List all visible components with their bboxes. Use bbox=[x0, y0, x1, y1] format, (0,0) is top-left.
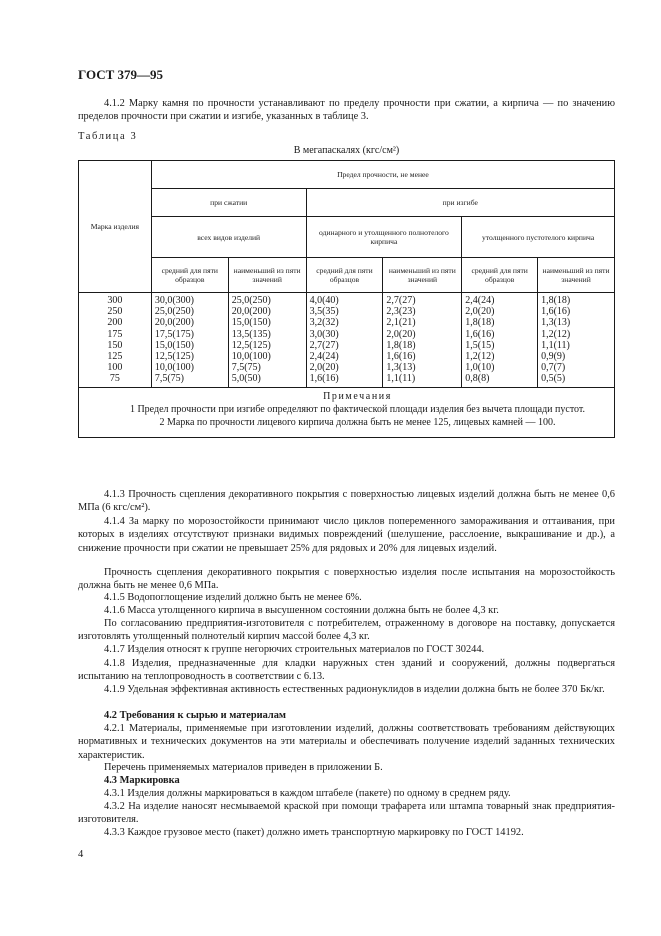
hollow-min-column bbox=[538, 293, 615, 388]
table-cell-value: 12,5(125) bbox=[231, 339, 271, 351]
table-cell-value: 4,0(40) bbox=[309, 295, 339, 306]
table-cell-value: 1,5(15) bbox=[465, 339, 495, 351]
header-strength-limit: Предел прочности, не менее bbox=[151, 161, 614, 189]
header-min: наименьший из пяти значений bbox=[538, 258, 615, 293]
table-cell-value: 2,7(27) bbox=[386, 295, 416, 306]
header-avg: средний для пяти образцов bbox=[462, 258, 538, 293]
paragraph-materials-list: Перечень применяемых материалов приведен в приложении Б. bbox=[104, 762, 383, 773]
table-cell-value: 25,0(250) bbox=[231, 295, 271, 306]
table-cell-value: 200 bbox=[107, 317, 123, 329]
strength-table bbox=[78, 160, 615, 438]
table-cell-value: 7,5(75) bbox=[154, 373, 184, 385]
table-notes bbox=[79, 387, 615, 437]
solid-min-column bbox=[383, 293, 462, 388]
table-cell-value: 12,5(125) bbox=[154, 351, 194, 363]
table-cell-value: 1,1(11) bbox=[386, 373, 416, 385]
table-cell-value: 3,5(35) bbox=[309, 306, 339, 318]
table-cell-value: 20,0(200) bbox=[231, 306, 271, 318]
table-cell-value: 2,3(23) bbox=[386, 306, 416, 318]
header-compression: при сжатии bbox=[151, 189, 306, 217]
paragraph-4-1-5: 4.1.5 Водопоглощение изделий должно быть не менее 6%. bbox=[104, 592, 362, 603]
table-cell-value: 2,7(27) bbox=[309, 339, 339, 351]
table-cell-value: 1,6(16) bbox=[541, 306, 571, 318]
table-cell-value: 100 bbox=[107, 362, 123, 374]
header-bending: при изгибе bbox=[306, 189, 614, 217]
header-avg: средний для пяти образцов bbox=[306, 258, 383, 293]
paragraph-4-1-3: 4.1.3 Прочность сцепления декоративного покрытия с поверхностью лицевых изделий должна быть не менее 0,6 МПа (6 кгс/см²). bbox=[78, 489, 615, 514]
comp-min-column bbox=[228, 293, 306, 388]
table-cell-value: 2,0(20) bbox=[309, 362, 339, 374]
heading-4-3: 4.3 Маркировка bbox=[104, 775, 180, 786]
table-cell-value: 250 bbox=[107, 306, 123, 318]
table-cell-value: 15,0(150) bbox=[154, 339, 194, 351]
table-cell-value: 0,5(5) bbox=[541, 373, 566, 385]
table-cell-value: 150 bbox=[107, 339, 123, 351]
header-avg: средний для пяти образцов bbox=[151, 258, 228, 293]
table-cell-value: 15,0(150) bbox=[231, 317, 271, 329]
table-cell-value: 13,5(135) bbox=[231, 328, 271, 340]
comp-avg-column bbox=[151, 293, 228, 388]
paragraph-strength-after-frost: Прочность сцепления декоративного покрытия с поверхностью изделия после испытания на морозостойкость должна быть не менее 0,6 МПа. bbox=[78, 567, 615, 592]
header-thick-hollow: утолщенного пустотелого кирпича bbox=[462, 217, 615, 258]
table-cell-value: 0,8(8) bbox=[465, 373, 490, 385]
table-cell-value: 1,6(16) bbox=[386, 351, 416, 363]
paragraph-4-1-8: 4.1.8 Изделия, предназначенные для кладки наружных стен зданий и сооружений, должны подвергаться испытанию на теплопроводность в соответствии с 6.13. bbox=[78, 658, 615, 683]
table-cell-value: 175 bbox=[107, 328, 123, 340]
table-cell-value: 1,0(10) bbox=[465, 362, 495, 374]
table-cell-value: 2,4(24) bbox=[309, 351, 339, 363]
table-cell-value: 125 bbox=[107, 351, 123, 363]
table-cell-value: 10,0(100) bbox=[231, 351, 271, 363]
table-cell-value: 2,1(21) bbox=[386, 317, 416, 329]
table-cell-value: 75 bbox=[109, 373, 120, 385]
paragraph-4-1-9: 4.1.9 Удельная эффективная активность естественных радионуклидов в изделии должна быть не более 370 Бк/кг. bbox=[104, 684, 605, 695]
header-all-types: всех видов изделий bbox=[151, 217, 306, 258]
paragraph-4-2-1: 4.2.1 Материалы, применяемые при изготовлении изделий, должны соответствовать требованиям действующих нормативных и технических документов на эти материалы и обеспечивать получение изделий заданных технических характеристик. bbox=[78, 723, 615, 761]
table-cell-value: 5,0(50) bbox=[231, 373, 261, 385]
table-units: В мегапаскалях (кгс/см²) bbox=[293, 145, 400, 156]
paragraph-4-3-2: 4.3.2 На изделие наносят несмываемой краской при помощи трафарета или штампа товарный знак предприятия-изготовителя. bbox=[78, 801, 615, 826]
paragraph-4-1-4: 4.1.4 За марку по морозостойкости принимают число циклов попеременного замораживания и оттаивания, при которых в изделиях отсутствуют признаки видимых повреждений (шелушение, расслоение, выкрашивание и др.), а снижение прочности при сжатии не превышает 25% для рядовых и 20% для лицевых изделий. bbox=[78, 516, 615, 554]
table-cell-value: 30,0(300) bbox=[154, 295, 194, 306]
table-caption: Таблица 3 bbox=[78, 131, 138, 142]
paragraph-agreement: По согласованию предприятия-изготовителя с потребителем, отраженному в договоре на поставку, допускается изготовлять утолщенный полнотелый кирпич массой более 4,3 кг. bbox=[78, 618, 615, 643]
table-cell-value: 1,8(18) bbox=[386, 339, 416, 351]
document-code: ГОСТ 379—95 bbox=[78, 67, 164, 82]
table-cell-value: 1,2(12) bbox=[465, 351, 495, 363]
table-cell-value: 300 bbox=[107, 295, 123, 306]
grade-column bbox=[79, 293, 152, 388]
table-cell-value: 0,9(9) bbox=[541, 351, 566, 363]
page-number: 4 bbox=[78, 849, 84, 860]
table-cell-value: 7,5(75) bbox=[231, 362, 261, 374]
paragraph-4-3-1: 4.3.1 Изделия должны маркироваться в каждом штабеле (пакете) по одному в среднем ряду. bbox=[104, 788, 511, 799]
table-cell-value: 0,7(7) bbox=[541, 362, 566, 374]
table-cell-value: 1,1(11) bbox=[541, 339, 570, 351]
header-ordinary-solid: одинарного и утолщенного полнотелого кирпича bbox=[306, 217, 462, 258]
notes-title: Примечания bbox=[323, 390, 392, 402]
heading-4-2: 4.2 Требования к сырью и материалам bbox=[104, 710, 287, 721]
table-cell-value: 1,3(13) bbox=[386, 362, 416, 374]
paragraph-4-3-3: 4.3.3 Каждое грузовое место (пакет) должно иметь транспортную маркировку по ГОСТ 14192. bbox=[104, 827, 524, 838]
table-cell-value: 10,0(100) bbox=[154, 362, 194, 374]
hollow-avg-column bbox=[462, 293, 538, 388]
table-cell-value: 2,0(20) bbox=[386, 328, 416, 340]
table-cell-value: 17,5(175) bbox=[154, 328, 194, 340]
header-grade: Марка изделия bbox=[79, 161, 152, 293]
paragraph-4-1-2: 4.1.2 Марку камня по прочности устанавливают по пределу прочности при сжатии, а кирпича — по значению пределов прочности при сжатии и изгибе, указанных в таблице 3. bbox=[78, 98, 615, 123]
table-cell-value: 20,0(200) bbox=[154, 317, 194, 329]
note-2: 2 Марка по прочности лицевого кирпича должна быть не менее 125, лицевых камней — 100. bbox=[159, 416, 556, 428]
note-1: 1 Предел прочности при изгибе определяют по фактической площади изделия без вычета площади пустот. bbox=[129, 403, 586, 415]
table-cell-value: 1,8(18) bbox=[465, 317, 495, 329]
paragraph-4-1-7: 4.1.7 Изделия относят к группе негорючих строительных материалов по ГОСТ 30244. bbox=[104, 644, 485, 655]
paragraph-4-1-6: 4.1.6 Масса утолщенного кирпича в высушенном состоянии должна быть не более 4,3 кг. bbox=[104, 605, 499, 616]
table-cell-value: 1,3(13) bbox=[541, 317, 571, 329]
table-cell-value: 2,4(24) bbox=[465, 295, 495, 306]
table-cell-value: 1,6(16) bbox=[309, 373, 339, 385]
table-cell-value: 25,0(250) bbox=[154, 306, 194, 318]
table-cell-value: 3,0(30) bbox=[309, 328, 339, 340]
header-min: наименьший из пяти значений bbox=[228, 258, 306, 293]
table-cell-value: 1,8(18) bbox=[541, 295, 571, 306]
table-cell-value: 1,6(16) bbox=[465, 328, 495, 340]
header-min: наименьший из пяти значений bbox=[383, 258, 462, 293]
solid-avg-column bbox=[306, 293, 383, 388]
table-cell-value: 1,2(12) bbox=[541, 328, 571, 340]
table-cell-value: 3,2(32) bbox=[309, 317, 339, 329]
table-cell-value: 2,0(20) bbox=[465, 306, 495, 318]
